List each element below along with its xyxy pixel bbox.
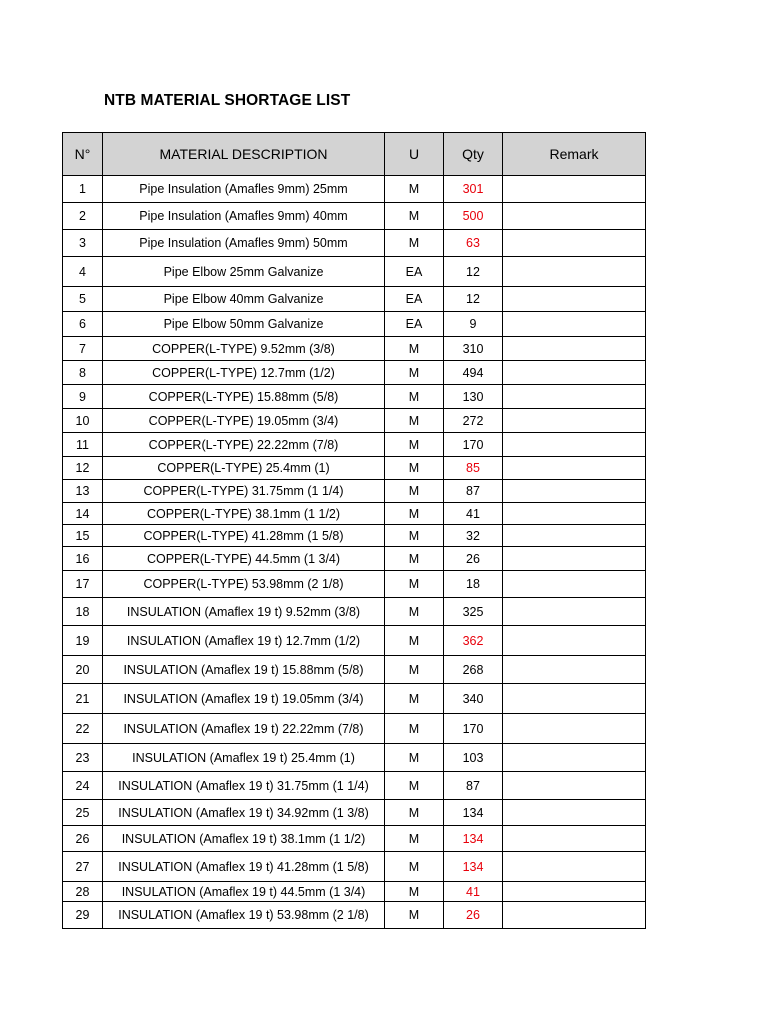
cell-remark: [503, 433, 646, 457]
cell-qty: 32: [444, 525, 503, 547]
cell-no: 19: [63, 626, 103, 656]
cell-description: COPPER(L-TYPE) 44.5mm (1 3/4): [103, 547, 385, 571]
cell-remark: [503, 800, 646, 826]
table-row: [63, 826, 646, 852]
cell-description: COPPER(L-TYPE) 19.05mm (3/4): [103, 409, 385, 433]
cell-unit: M: [385, 457, 444, 480]
cell-unit: M: [385, 480, 444, 503]
table-row: [63, 571, 646, 598]
cell-qty: 85: [444, 457, 503, 480]
cell-description: COPPER(L-TYPE) 38.1mm (1 1/2): [103, 503, 385, 525]
cell-remark: [503, 385, 646, 409]
table-row: [63, 800, 646, 826]
table-row: [63, 503, 646, 525]
cell-description: Pipe Insulation (Amafles 9mm) 40mm: [103, 203, 385, 230]
cell-description: INSULATION (Amaflex 19 t) 38.1mm (1 1/2): [103, 826, 385, 852]
column-header-unit: U: [385, 133, 444, 176]
cell-no: 29: [63, 902, 103, 929]
cell-description: INSULATION (Amaflex 19 t) 15.88mm (5/8): [103, 656, 385, 684]
table-row: [63, 626, 646, 656]
cell-no: 17: [63, 571, 103, 598]
cell-qty: 87: [444, 480, 503, 503]
cell-remark: [503, 852, 646, 882]
cell-qty: 103: [444, 744, 503, 772]
cell-unit: M: [385, 337, 444, 361]
column-header-description: MATERIAL DESCRIPTION: [103, 133, 385, 176]
cell-qty: 41: [444, 882, 503, 902]
cell-unit: EA: [385, 287, 444, 312]
table-row: [63, 337, 646, 361]
cell-remark: [503, 744, 646, 772]
cell-no: 28: [63, 882, 103, 902]
cell-no: 12: [63, 457, 103, 480]
column-header-no: N°: [63, 133, 103, 176]
cell-unit: M: [385, 547, 444, 571]
cell-no: 5: [63, 287, 103, 312]
cell-qty: 134: [444, 826, 503, 852]
cell-unit: M: [385, 176, 444, 203]
cell-description: INSULATION (Amaflex 19 t) 31.75mm (1 1/4): [103, 772, 385, 800]
cell-no: 14: [63, 503, 103, 525]
cell-description: COPPER(L-TYPE) 12.7mm (1/2): [103, 361, 385, 385]
cell-unit: M: [385, 684, 444, 714]
cell-remark: [503, 571, 646, 598]
cell-description: Pipe Elbow 50mm Galvanize: [103, 312, 385, 337]
cell-unit: M: [385, 852, 444, 882]
cell-qty: 63: [444, 230, 503, 257]
column-header-remark: Remark: [503, 133, 646, 176]
cell-unit: M: [385, 361, 444, 385]
table-row: [63, 257, 646, 287]
cell-description: INSULATION (Amaflex 19 t) 25.4mm (1): [103, 744, 385, 772]
cell-no: 4: [63, 257, 103, 287]
table-row: [63, 852, 646, 882]
table-row: [63, 902, 646, 929]
table-row: [63, 457, 646, 480]
table-row: [63, 409, 646, 433]
cell-unit: M: [385, 598, 444, 626]
cell-remark: [503, 312, 646, 337]
shortage-table: [62, 132, 646, 929]
cell-unit: M: [385, 433, 444, 457]
cell-qty: 494: [444, 361, 503, 385]
cell-no: 27: [63, 852, 103, 882]
cell-no: 6: [63, 312, 103, 337]
cell-unit: M: [385, 385, 444, 409]
cell-description: COPPER(L-TYPE) 41.28mm (1 5/8): [103, 525, 385, 547]
cell-remark: [503, 656, 646, 684]
cell-remark: [503, 714, 646, 744]
table-row: [63, 547, 646, 571]
cell-description: COPPER(L-TYPE) 9.52mm (3/8): [103, 337, 385, 361]
table-body: [63, 176, 646, 929]
cell-description: INSULATION (Amaflex 19 t) 34.92mm (1 3/8): [103, 800, 385, 826]
cell-qty: 340: [444, 684, 503, 714]
table-row: [63, 882, 646, 902]
cell-qty: 170: [444, 714, 503, 744]
cell-unit: EA: [385, 312, 444, 337]
cell-description: COPPER(L-TYPE) 25.4mm (1): [103, 457, 385, 480]
cell-description: INSULATION (Amaflex 19 t) 19.05mm (3/4): [103, 684, 385, 714]
cell-remark: [503, 257, 646, 287]
cell-qty: 362: [444, 626, 503, 656]
cell-no: 1: [63, 176, 103, 203]
cell-remark: [503, 287, 646, 312]
cell-unit: M: [385, 714, 444, 744]
cell-remark: [503, 626, 646, 656]
table-row: [63, 230, 646, 257]
table-row: [63, 385, 646, 409]
cell-qty: 12: [444, 257, 503, 287]
cell-description: COPPER(L-TYPE) 15.88mm (5/8): [103, 385, 385, 409]
cell-qty: 134: [444, 852, 503, 882]
table-row: [63, 480, 646, 503]
table-row: [63, 203, 646, 230]
cell-unit: M: [385, 230, 444, 257]
cell-no: 15: [63, 525, 103, 547]
cell-qty: 9: [444, 312, 503, 337]
cell-no: 24: [63, 772, 103, 800]
cell-qty: 134: [444, 800, 503, 826]
cell-description: COPPER(L-TYPE) 31.75mm (1 1/4): [103, 480, 385, 503]
cell-remark: [503, 361, 646, 385]
table-row: [63, 433, 646, 457]
cell-qty: 26: [444, 902, 503, 929]
cell-qty: 268: [444, 656, 503, 684]
cell-unit: M: [385, 882, 444, 902]
cell-qty: 26: [444, 547, 503, 571]
cell-qty: 500: [444, 203, 503, 230]
cell-description: INSULATION (Amaflex 19 t) 44.5mm (1 3/4): [103, 882, 385, 902]
cell-description: COPPER(L-TYPE) 53.98mm (2 1/8): [103, 571, 385, 598]
cell-no: 11: [63, 433, 103, 457]
cell-unit: M: [385, 525, 444, 547]
cell-qty: 170: [444, 433, 503, 457]
cell-description: INSULATION (Amaflex 19 t) 41.28mm (1 5/8): [103, 852, 385, 882]
cell-remark: [503, 337, 646, 361]
cell-qty: 272: [444, 409, 503, 433]
cell-unit: M: [385, 571, 444, 598]
cell-qty: 12: [444, 287, 503, 312]
cell-no: 18: [63, 598, 103, 626]
cell-no: 16: [63, 547, 103, 571]
cell-remark: [503, 457, 646, 480]
cell-no: 20: [63, 656, 103, 684]
table-row: [63, 656, 646, 684]
cell-unit: M: [385, 626, 444, 656]
cell-no: 8: [63, 361, 103, 385]
cell-unit: M: [385, 409, 444, 433]
cell-qty: 325: [444, 598, 503, 626]
table-row: [63, 287, 646, 312]
cell-remark: [503, 598, 646, 626]
cell-unit: M: [385, 503, 444, 525]
cell-unit: M: [385, 826, 444, 852]
table-row: [63, 714, 646, 744]
table-row: [63, 598, 646, 626]
cell-description: Pipe Elbow 25mm Galvanize: [103, 257, 385, 287]
cell-description: Pipe Insulation (Amafles 9mm) 50mm: [103, 230, 385, 257]
cell-remark: [503, 409, 646, 433]
table-row: [63, 744, 646, 772]
cell-description: INSULATION (Amaflex 19 t) 22.22mm (7/8): [103, 714, 385, 744]
cell-unit: M: [385, 902, 444, 929]
cell-unit: M: [385, 656, 444, 684]
cell-no: 23: [63, 744, 103, 772]
cell-remark: [503, 480, 646, 503]
cell-qty: 87: [444, 772, 503, 800]
column-header-qty: Qty: [444, 133, 503, 176]
cell-no: 3: [63, 230, 103, 257]
cell-remark: [503, 772, 646, 800]
cell-remark: [503, 826, 646, 852]
cell-description: INSULATION (Amaflex 19 t) 12.7mm (1/2): [103, 626, 385, 656]
cell-remark: [503, 684, 646, 714]
cell-qty: 130: [444, 385, 503, 409]
cell-no: 7: [63, 337, 103, 361]
cell-remark: [503, 525, 646, 547]
page-title: NTB MATERIAL SHORTAGE LIST: [104, 92, 351, 109]
table-row: [63, 525, 646, 547]
cell-remark: [503, 882, 646, 902]
cell-unit: EA: [385, 257, 444, 287]
cell-no: 2: [63, 203, 103, 230]
cell-no: 22: [63, 714, 103, 744]
cell-description: Pipe Insulation (Amafles 9mm) 25mm: [103, 176, 385, 203]
cell-no: 25: [63, 800, 103, 826]
cell-remark: [503, 176, 646, 203]
cell-no: 21: [63, 684, 103, 714]
cell-no: 10: [63, 409, 103, 433]
table-row: [63, 312, 646, 337]
cell-no: 9: [63, 385, 103, 409]
cell-unit: M: [385, 772, 444, 800]
cell-qty: 301: [444, 176, 503, 203]
cell-no: 13: [63, 480, 103, 503]
table-row: [63, 361, 646, 385]
table-row: [63, 772, 646, 800]
cell-description: COPPER(L-TYPE) 22.22mm (7/8): [103, 433, 385, 457]
cell-qty: 41: [444, 503, 503, 525]
cell-qty: 310: [444, 337, 503, 361]
cell-description: INSULATION (Amaflex 19 t) 9.52mm (3/8): [103, 598, 385, 626]
cell-remark: [503, 203, 646, 230]
cell-remark: [503, 902, 646, 929]
cell-no: 26: [63, 826, 103, 852]
cell-description: INSULATION (Amaflex 19 t) 53.98mm (2 1/8): [103, 902, 385, 929]
cell-unit: M: [385, 800, 444, 826]
cell-remark: [503, 230, 646, 257]
header-row: [63, 133, 646, 176]
cell-qty: 18: [444, 571, 503, 598]
cell-unit: M: [385, 744, 444, 772]
table-row: [63, 684, 646, 714]
cell-remark: [503, 503, 646, 525]
cell-unit: M: [385, 203, 444, 230]
table-row: [63, 176, 646, 203]
cell-remark: [503, 547, 646, 571]
cell-description: Pipe Elbow 40mm Galvanize: [103, 287, 385, 312]
